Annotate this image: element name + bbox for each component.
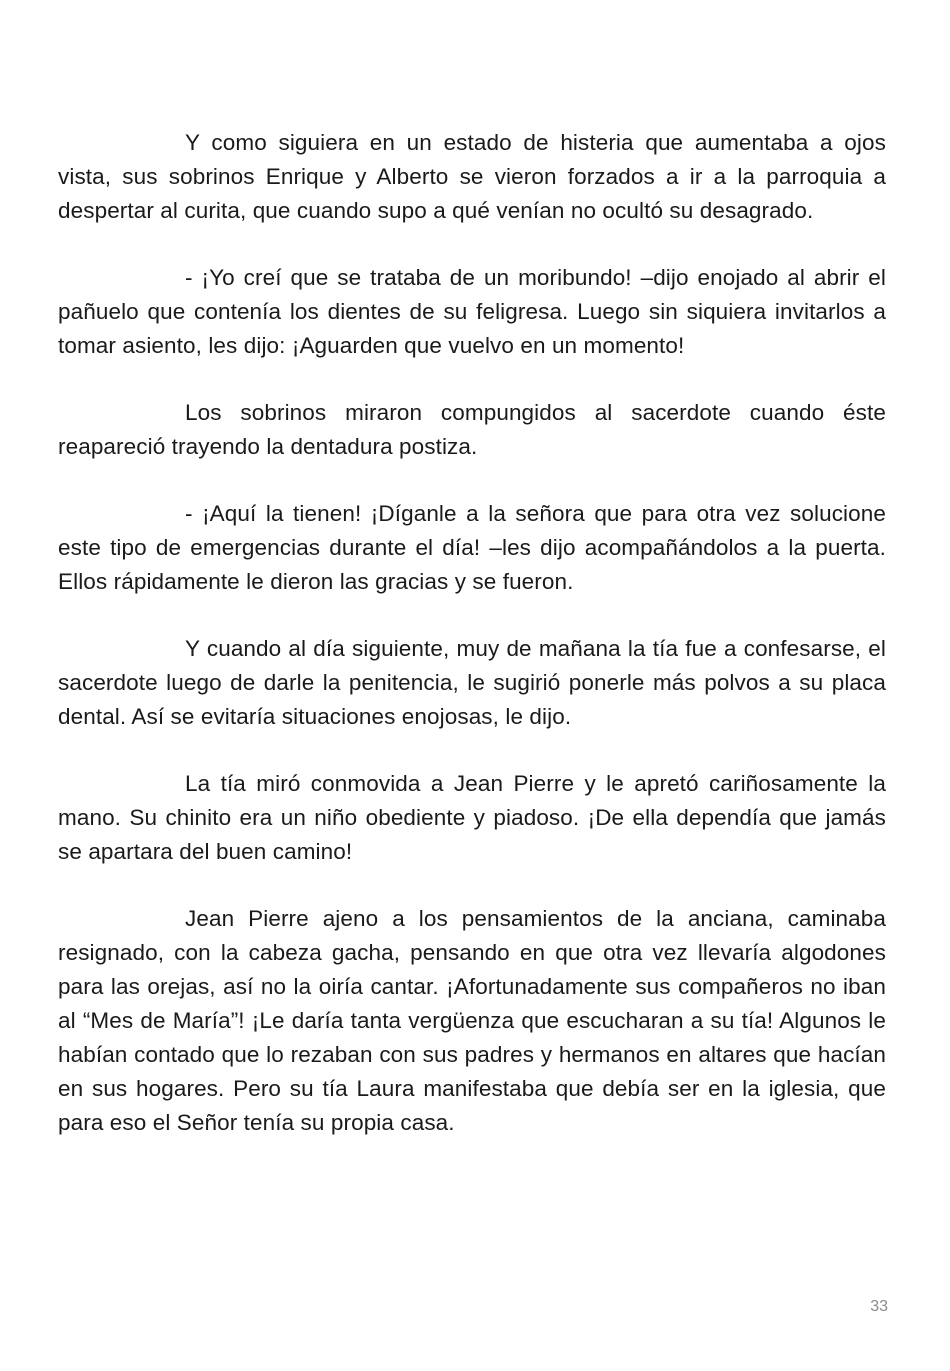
paragraph-2: - ¡Yo creí que se trataba de un moribundo! –dijo enojado al abrir el pañuelo que contenía los dientes de su feligresa. Luego sin siquiera invitarlos a tomar asiento, les dijo: ¡Aguarden que vuelvo en un momento! [58, 265, 886, 358]
paragraph-1: Y como siguiera en un estado de histeria que aumentaba a ojos vista, sus sobrinos Enrique y Alberto se vieron forzados a ir a la parroquia a despertar al curita, que cuando supo a qué venían no ocultó su desagrado. [58, 130, 886, 223]
paragraph-6: La tía miró conmovida a Jean Pierre y le apretó cariñosamente la mano. Su chinito era un niño obediente y piadoso. ¡De ella dependía que jamás se apartara del buen camino! [58, 771, 886, 864]
paragraph-4: - ¡Aquí la tienen! ¡Díganle a la señora que para otra vez solucione este tipo de emergencias durante el día! –les dijo acompañándolos a la puerta. Ellos rápidamente le dieron las gracias y se fueron. [58, 501, 886, 594]
page-number: 33 [870, 1298, 888, 1315]
page-body [58, 126, 886, 1173]
paragraph-7: Jean Pierre ajeno a los pensamientos de la anciana, caminaba resignado, con la cabeza gacha, pensando en que otra vez llevaría algodones para las orejas, así no la oiría cantar. ¡Afortunadamente sus compañeros no iban al “Mes de María”! ¡Le daría tanta vergüenza que escucharan a su tía! Algunos le habían contado que lo rezaban con sus padres y hermanos en altares que hacían en sus hogares. Pero su tía Laura manifestaba que debía ser en la iglesia, que para eso el Señor tenía su propia casa. [58, 906, 886, 1135]
paragraph-3: Los sobrinos miraron compungidos al sacerdote cuando éste reapareció trayendo la dentadura postiza. [58, 400, 886, 459]
paragraph-5: Y cuando al día siguiente, muy de mañana la tía fue a confesarse, el sacerdote luego de darle la penitencia, le sugirió ponerle más polvos a su placa dental. Así se evitaría situaciones enojosas, le dijo. [58, 636, 886, 729]
